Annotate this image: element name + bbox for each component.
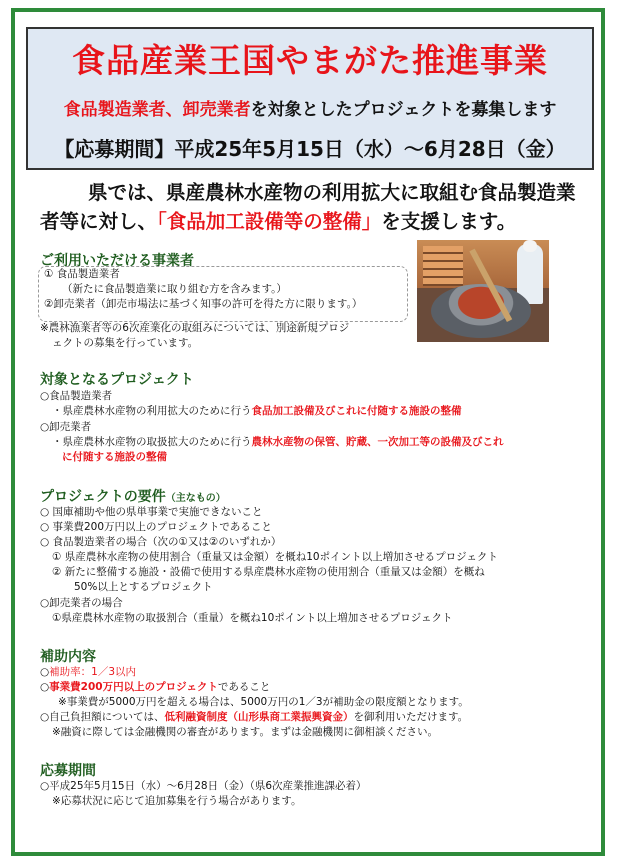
section-heading-eligible: ご利用いただける事業者: [40, 253, 194, 269]
application-period: 【応募期間】平成25年5月15日（水）～6月28日（金）: [54, 137, 566, 161]
intro-text: [40, 178, 592, 236]
requirements-heading: プロジェクトの要件: [40, 489, 166, 505]
projects-wholesale-detail: [52, 435, 504, 450]
eligible-item-2: ②卸売業者（卸売市場法に基づく知事の許可を得た方に限ります。）: [44, 298, 363, 310]
projects-food-highlight: 食品加工設備及びこれに付随する施設の整備: [251, 405, 462, 417]
requirement-3: ○ 食品製造業者の場合（次の①又は②のいずれか）: [40, 536, 282, 548]
projects-food-detail: [52, 404, 462, 419]
subtitle-text: を対象としたプロジェクトを募集します: [250, 100, 557, 120]
subtitle-highlight: 食品製造業者、卸売業者: [63, 100, 251, 120]
header-subtitle: [28, 95, 592, 120]
application-note: ※応募状況に応じて追加募集を行う場合があります。: [52, 795, 302, 807]
subsidy-self-post: を御利用いただけます。: [353, 711, 469, 723]
projects-food-pre: ・県産農林水産物の利用拡大のために行う: [52, 405, 252, 417]
requirement-2: ○ 事業費200万円以上のプロジェクトであること: [40, 521, 272, 533]
projects-wholesale-pre: ・県産農林水産物の取扱拡大のために行う: [52, 436, 252, 448]
intro-line-2-pre: 者等に対し、: [40, 210, 158, 233]
subsidy-rate-mark: ○: [40, 666, 50, 678]
requirement-4a: ①県産農林水産物の取扱割合（重量）を概ね10ポイント以上増加させるプロジェクト: [52, 612, 453, 624]
subsidy-self-pre: ○自己負担額については、: [40, 711, 165, 723]
subsidy-self-funding: [40, 710, 468, 725]
intro-line-1: 県では、県産農林水産物の利用拡大に取組む食品製造業: [88, 181, 576, 204]
intro-highlight: 「食品加工設備等の整備」: [157, 210, 382, 233]
subsidy-rate: [40, 665, 136, 680]
section-heading-requirements: [40, 486, 226, 506]
eligible-note-2: ェクトの募集を行っています。: [52, 337, 199, 349]
subsidy-cost-highlight: 事業費200万円以上のプロジェクト: [49, 681, 218, 693]
eligible-note-1: ※農林漁業者等の6次産業化の取組みについては、別途新規プロジ: [40, 322, 350, 334]
requirement-3a: ① 県産農林水産物の使用割合（重量又は金額）を概ね10ポイント以上増加させるプロジェクト: [52, 551, 498, 563]
intro-line-2: [40, 207, 592, 236]
eligible-item-1: ① 食品製造業者: [44, 268, 120, 280]
header-box: [26, 27, 594, 170]
subsidy-loan-note: ※融資に際しては金融機関の審査があります。まずは金融機関に御相談ください。: [52, 726, 438, 738]
projects-wholesale-highlight-2: に付随する施設の整備: [62, 451, 167, 463]
subsidy-cost-rest: であること: [217, 681, 271, 693]
projects-wholesale-highlight-1: 農林水産物の保管、貯蔵、一次加工等の設備及びこれ: [251, 436, 504, 448]
requirement-3b-line-1: ② 新たに整備する施設・設備で使用する県産農林水産物の使用割合（重量又は金額）を概ね: [52, 566, 485, 578]
projects-wholesale-label: ○卸売業者: [40, 421, 92, 433]
requirement-1: ○ 国庫補助や他の県単事業で実施できないこと: [40, 506, 263, 518]
requirement-3b-line-2: 50%以上とするプロジェクト: [74, 581, 213, 593]
page-title: 食品産業王国やまがた推進事業: [72, 41, 548, 80]
section-heading-subsidy: 補助内容: [40, 649, 96, 665]
application-dates: ○平成25年5月15日（水）～6月28日（金）（県6次産業推進課必着）: [40, 780, 367, 792]
subsidy-cost: [40, 680, 270, 695]
section-heading-projects: 対象となるプロジェクト: [40, 372, 194, 388]
subsidy-cost-mark: ○: [40, 681, 50, 693]
intro-line-2-post: を支援します。: [381, 210, 517, 233]
requirements-heading-small: （主なもの）: [165, 493, 226, 504]
subsidy-cost-note: ※事業費が5000万円を超える場合は、5000万円の1／3が補助金の限度額となります。: [58, 696, 469, 708]
eligible-item-1-note: （新たに食品製造業に取り組む方を含みます。）: [62, 283, 287, 295]
food-factory-photo: [417, 240, 549, 342]
subsidy-loan-highlight: 低利融資制度（山形県商工業振興資金）: [164, 711, 354, 723]
projects-food-label: ○食品製造業者: [40, 390, 113, 402]
subsidy-rate-value: 補助率：1／3以内: [49, 666, 137, 678]
section-heading-application: 応募期間: [40, 763, 96, 779]
requirement-4: ○卸売業者の場合: [40, 597, 123, 609]
